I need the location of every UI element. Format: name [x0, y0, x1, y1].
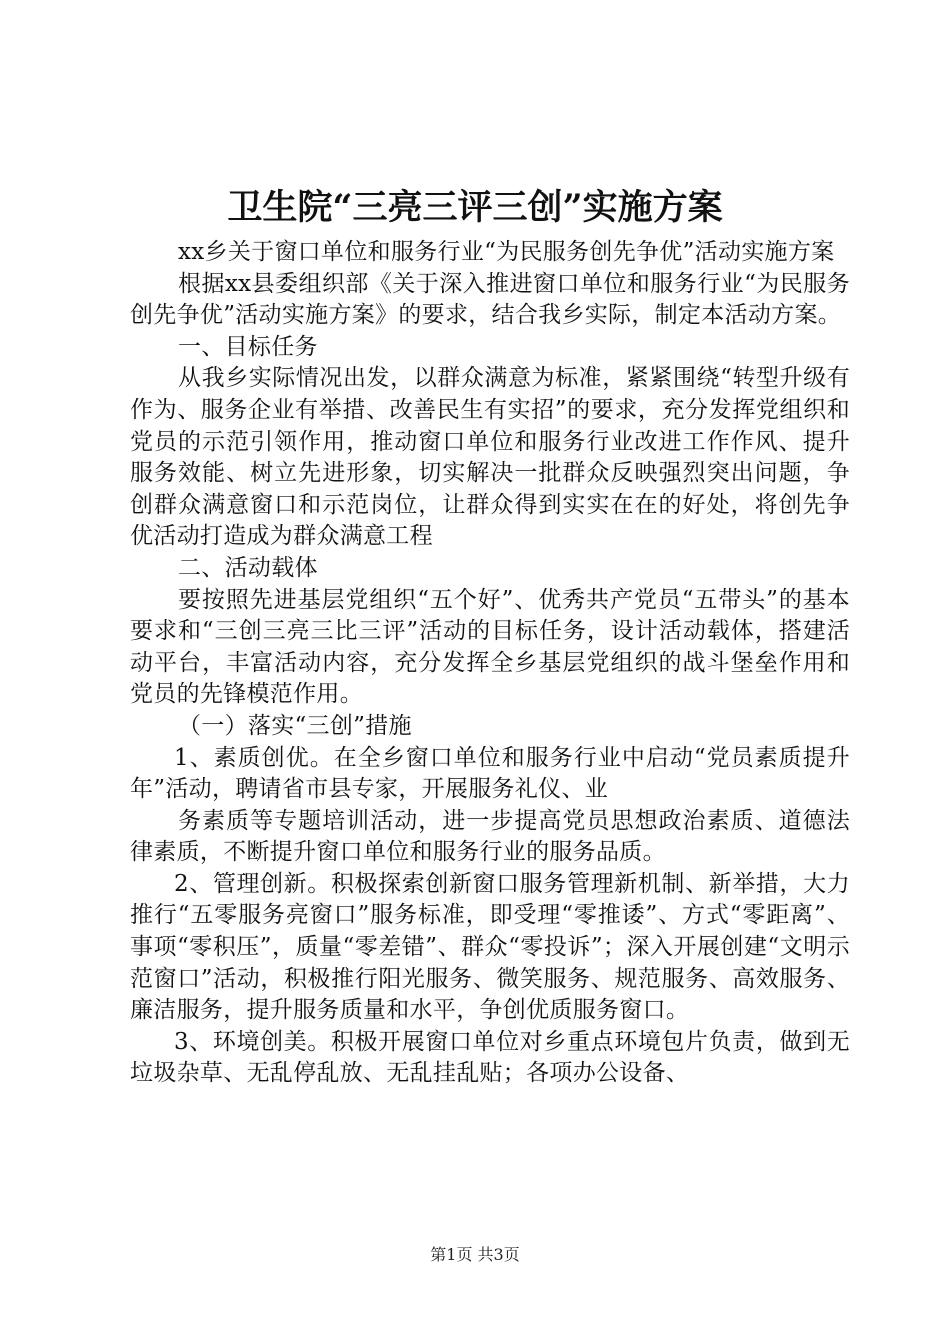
- paragraph-intro: 根据xx县委组织部《关于深入推进窗口单位和服务行业“为民服务创先争优”活动实施方案》的要求，结合我乡实际，制定本活动方案。: [130, 270, 850, 329]
- section-heading-goals: 一、目标任务: [178, 333, 318, 360]
- page-footer: 第1页 共3页: [430, 1245, 520, 1264]
- paragraph-heading-line: xx乡关于窗口单位和服务行业“为民服务创先争优”活动实施方案: [178, 239, 835, 265]
- section-heading-activities: 二、活动载体: [178, 554, 318, 581]
- document-title: 卫生院“三亮三评三创”实施方案: [227, 187, 723, 228]
- paragraph-environment: 3、环境创美。积极开展窗口单位对乡重点环境包片负责，做到无垃圾杂草、无乱停乱放、无乱挂乱贴；各项办公设备、: [130, 1028, 850, 1087]
- paragraph-activities: 要按照先进基层党组织“五个好”、优秀共产党员“五带头”的基本要求和“三创三亮三比三评”活动的目标任务，设计活动载体，搭建活动平台，丰富活动内容，充分发挥全乡基层党组织的战斗堡垒作用和党员的先锋模范作用。: [130, 586, 850, 708]
- subsection-heading-three-creations: （一）落实“三创”措施: [178, 712, 412, 739]
- paragraph-quality: 1、素质创优。在全乡窗口单位和服务行业中启动“党员素质提升年”活动，聘请省市县专家，开展服务礼仪、业: [130, 744, 850, 803]
- paragraph-quality-continued: 务素质等专题培训活动，进一步提高党员思想政治素质、道德法律素质，不断提升窗口单位和服务行业的服务品质。: [130, 807, 850, 866]
- paragraph-management: 2、管理创新。积极探索创新窗口服务管理新机制、新举措，大力推行“五零服务亮窗口”服务标准，即受理“零推诿”、方式“零距离”、事项“零积压”，质量“零差错”、群众“零投诉”；深入开展创建“文明示范窗口”活动，积极推行阳光服务、微笑服务、规范服务、高效服务、廉洁服务，提升服务质量和水平，争创优质服务窗口。: [130, 870, 850, 1024]
- paragraph-goals: 从我乡实际情况出发，以群众满意为标准，紧紧围绕“转型升级有作为、服务企业有举措、改善民生有实招”的要求，充分发挥党组织和党员的示范引领作用，推动窗口单位和服务行业改进工作作风、提升服务效能、树立先进形象，切实解决一批群众反映强烈突出问题，争创群众满意窗口和示范岗位，让群众得到实实在在的好处，将创先争优活动打造成为群众满意工程: [130, 365, 850, 550]
- document-body: [130, 237, 850, 1090]
